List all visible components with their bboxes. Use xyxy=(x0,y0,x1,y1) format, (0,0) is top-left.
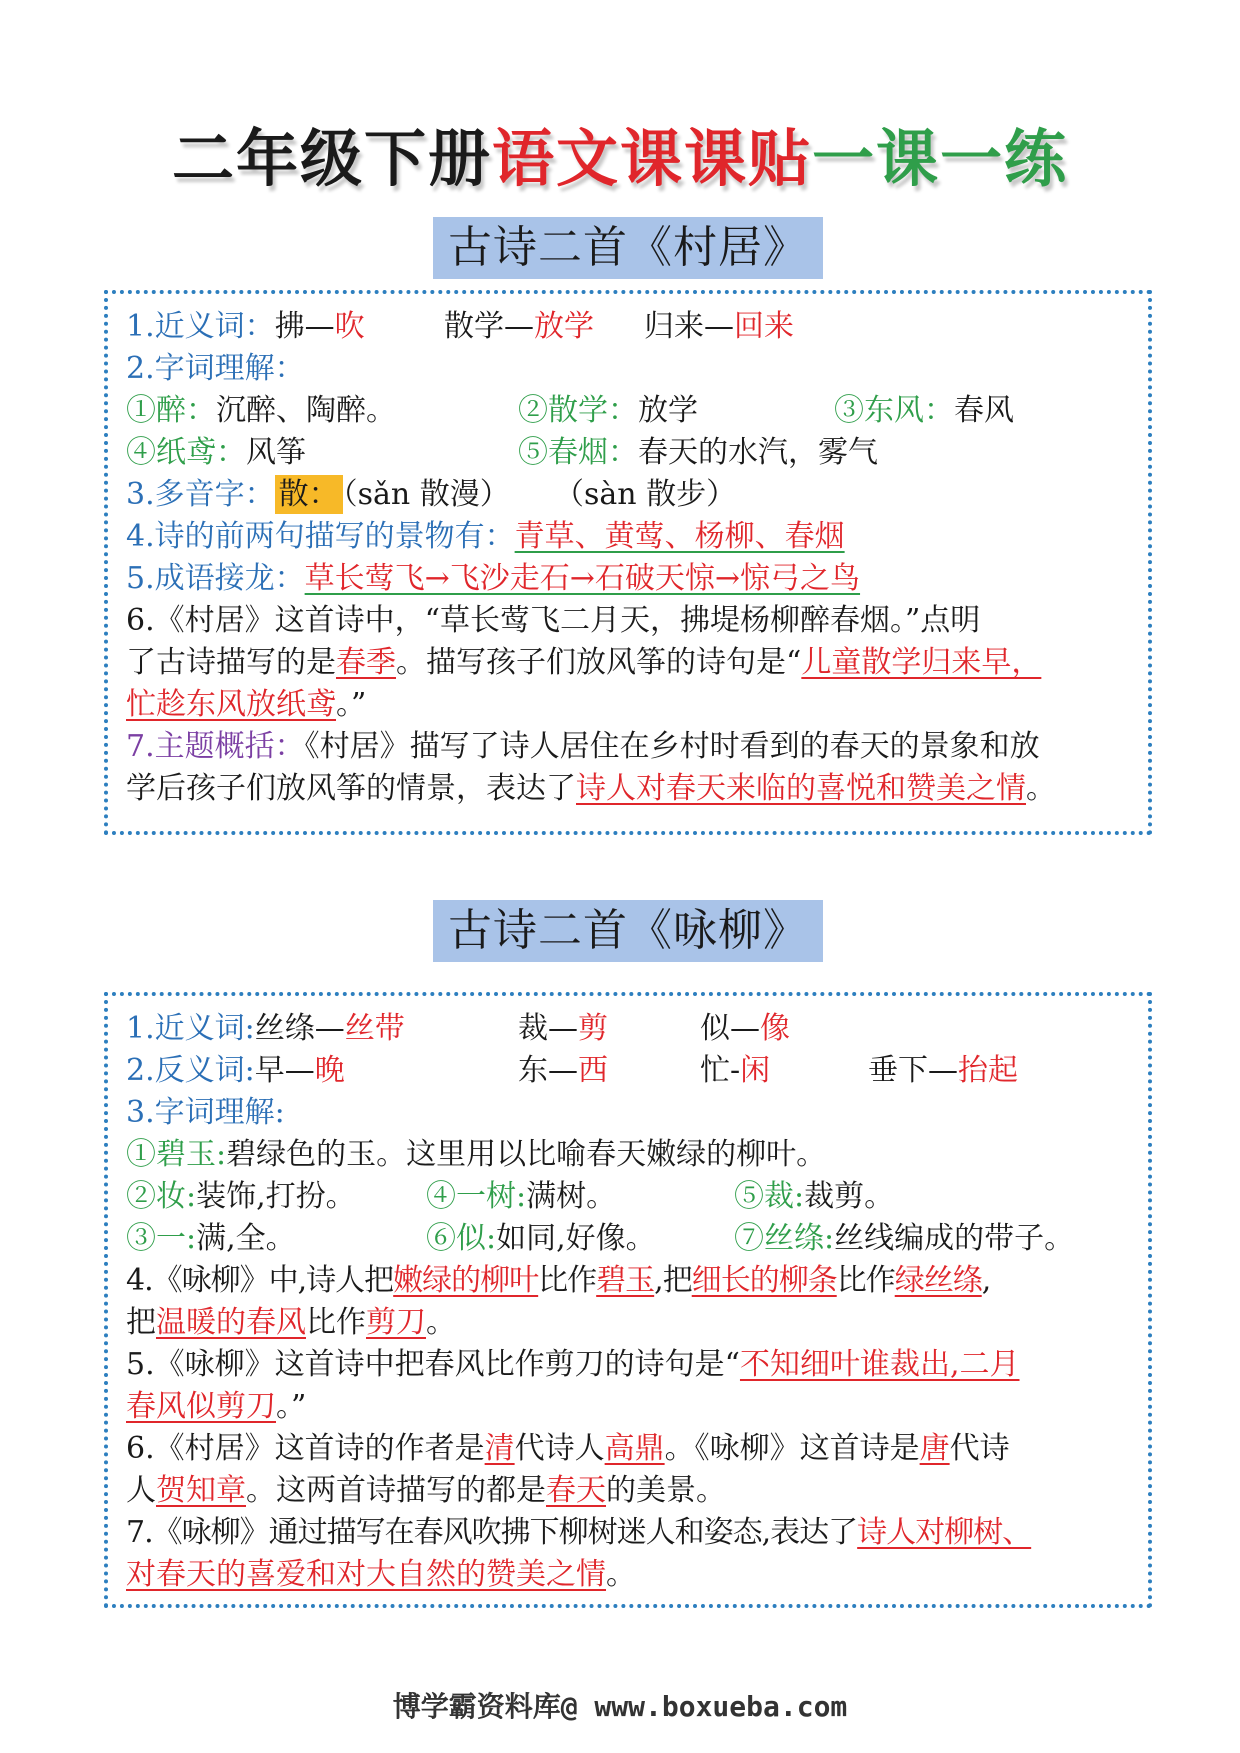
s2-q6-line1: 6.《村居》这首诗的作者是清代诗人高鼎。《咏柳》这首诗是唐代诗 xyxy=(126,1431,1010,1466)
title-part2: 语文课课贴 xyxy=(491,122,812,195)
section2-heading: 古诗二首《咏柳》 xyxy=(433,900,823,962)
highlighted-char: 散： xyxy=(275,475,343,514)
s1-polyphonic: 3.多音字： 散： （sǎn 散漫） （sàn 散步） xyxy=(126,477,737,512)
title-part1: 二年级下册 xyxy=(171,122,492,195)
s1-q6-line1: 6.《村居》这首诗中，“草长莺飞二月天，拂堤杨柳醉春烟。”点明 xyxy=(126,603,981,638)
s1-words-row2: ④纸鸢：风筝 ⑤春烟：春天的水汽，雾气 xyxy=(126,435,878,470)
s2-q6-line2: 人贺知章。这两首诗描写的都是春天的美景。 xyxy=(126,1473,726,1508)
s1-idiom-chain: 5.成语接龙：草长莺飞→飞沙走石→石破天惊→惊弓之鸟 xyxy=(126,561,861,596)
s2-synonyms: 1.近义词:丝绦—丝带 裁—剪 似—像 xyxy=(126,1011,790,1046)
section1-box xyxy=(104,290,1152,835)
s2-word-understanding-label: 3.字词理解: xyxy=(126,1095,285,1130)
s2-q4-line1: 4.《咏柳》中,诗人把嫩绿的柳叶比作碧玉,把细长的柳条比作绿丝绦, xyxy=(126,1263,991,1298)
s1-theme-line1: 7.主题概括：《村居》描写了诗人居住在乡村时看到的春天的景象和放 xyxy=(126,729,1040,764)
title-part3: 一课一练 xyxy=(812,122,1069,195)
footer-watermark: 博学霸资料库@ www.boxueba.com xyxy=(392,1690,848,1723)
page-title xyxy=(0,118,1240,200)
section1-heading: 古诗二首《村居》 xyxy=(433,217,823,279)
section2-box xyxy=(104,992,1152,1608)
s1-theme-line2: 学后孩子们放风筝的情景，表达了诗人对春天来临的喜悦和赞美之情。 xyxy=(126,771,1056,806)
s1-q6-line3: 忙趁东风放纸鸢。” xyxy=(126,687,367,722)
s2-words-row2: ②妆:装饰,打扮。 ④一树:满树。 ⑤裁:裁剪。 xyxy=(126,1179,895,1214)
s2-q7-line2: 对春天的喜爱和对大自然的赞美之情。 xyxy=(126,1557,636,1592)
s2-words-row1: ①碧玉:碧绿色的玉。这里用以比喻春天嫩绿的柳叶。 xyxy=(126,1137,827,1172)
s1-word-understanding-label: 2.字词理解： xyxy=(126,351,305,386)
s1-words-row1: ①醉：沉醉、陶醉。 ②散学：放学 ③东风：春风 xyxy=(126,393,1014,428)
s2-words-row3: ③一:满,全。 ⑥似:如同,好像。 ⑦丝绦:丝线编成的带子。 xyxy=(126,1221,1075,1256)
s2-q4-line2: 把温暖的春风比作剪刀。 xyxy=(126,1305,456,1340)
s2-q7-line1: 7.《咏柳》通过描写在春风吹拂下柳树迷人和姿态,表达了诗人对柳树、 xyxy=(126,1515,1032,1550)
s1-q6-line2: 了古诗描写的是春季。描写孩子们放风筝的诗句是“儿童散学归来早， xyxy=(126,645,1042,680)
s1-scenery: 4.诗的前两句描写的景物有：青草、黄莺、杨柳、春烟 xyxy=(126,519,845,554)
s1-synonyms: 1.近义词：拂—吹 散学—放学 归来—回来 xyxy=(126,309,794,344)
s2-q5-line2: 春风似剪刀。” xyxy=(126,1389,307,1424)
s2-antonyms: 2.反义词:早—晚 东—西 忙-闲 垂下—抬起 xyxy=(126,1053,1018,1088)
s2-q5-line1: 5.《咏柳》这首诗中把春风比作剪刀的诗句是“不知细叶谁裁出,二月 xyxy=(126,1347,1020,1382)
